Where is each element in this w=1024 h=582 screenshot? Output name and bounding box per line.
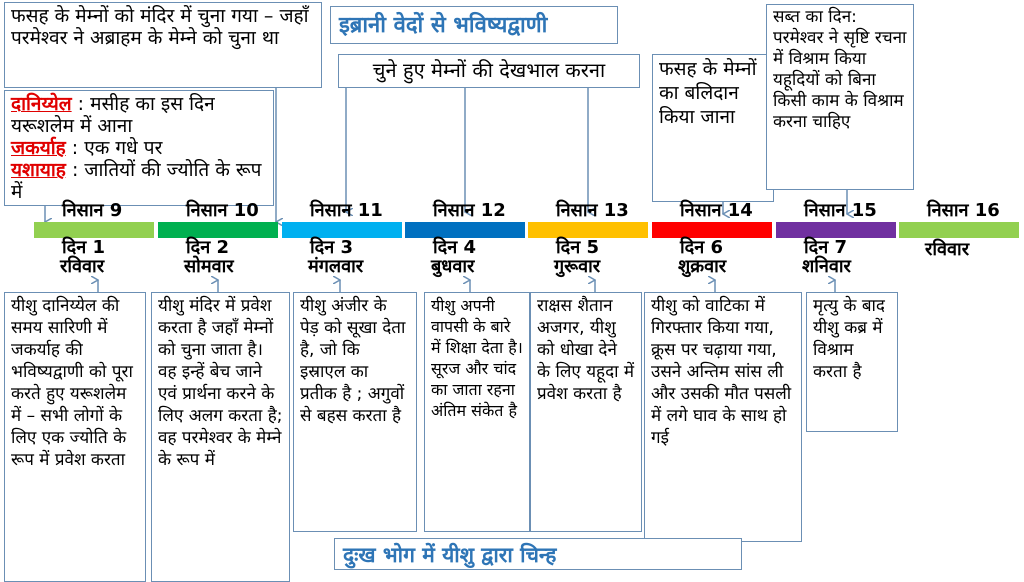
weekday-label: शनिवार xyxy=(802,256,851,277)
timeline-bar xyxy=(652,222,772,238)
prophecy-daniel-name: दानिय्येल xyxy=(11,93,72,115)
event-box-day-3: यीशु अंजीर के पेड़ को सूखा देता है, जो कि इस्राएल का प्रतीक है ; अगुवों से बहस करता है xyxy=(293,292,417,532)
event-box-day-2: यीशु मंदिर में प्रवेश करता है जहाँ मेम्नों को चुना जाता है। वह इन्हें बेच जाने एवं प्रार्थना करने के लिए अलग करता है; वह परमेश्वर के मेम्ने के रूप में xyxy=(151,292,290,582)
event-box-day-6: यीशु को वाटिका में गिरफ्तार किया गया, क्रूस पर चढ़ाया गया, उसने अन्तिम सांस ली और उसकी मौत पसली में लगे घाव के साथ हो गई xyxy=(644,292,802,542)
nisan-label: निसान 9 xyxy=(62,200,123,221)
nisan-label: निसान 15 xyxy=(804,200,877,221)
day-number-label: दिन 1 xyxy=(62,237,106,258)
box-sabbath: सब्त का दिन: परमेश्वर ने सृष्टि रचना में विश्राम किया यहूदियों को बिना किसी काम के विश्राम करना चाहिए xyxy=(766,4,914,190)
timeline-bar xyxy=(158,222,278,238)
weekday-label: शुक्रवार xyxy=(678,256,727,277)
timeline-bar xyxy=(405,222,525,238)
event-box-day-4: यीशु अपनी वापसी के बारे में शिक्षा देता है। सूरज और चांद का जाता रहना अंतिम संकेत है xyxy=(424,292,530,532)
day-number-label: दिन 5 xyxy=(556,237,600,258)
nisan-label: निसान 12 xyxy=(433,200,506,221)
weekday-label: रविवार xyxy=(925,239,970,260)
weekday-label: सोमवार xyxy=(184,256,234,277)
nisan-label: निसान 11 xyxy=(310,200,383,221)
nisan-label: निसान 13 xyxy=(556,200,629,221)
timeline-bar xyxy=(899,222,1019,238)
prophecy-zech-name: जकर्याह xyxy=(11,137,66,159)
nisan-label: निसान 10 xyxy=(186,200,259,221)
title-passion-signs: दुःख भोग में यीशु द्वारा चिन्ह xyxy=(334,538,742,570)
box-lamb-care: चुने हुए मेम्नों की देखभाल करना xyxy=(338,54,640,88)
day-number-label: दिन 2 xyxy=(186,237,230,258)
prophecy-isaiah-text: : जातियों की ज्योति के रूप में xyxy=(11,159,262,203)
weekday-label: बुधवार xyxy=(431,256,475,277)
day-number-label: दिन 4 xyxy=(433,237,477,258)
day-number-label: दिन 6 xyxy=(680,237,724,258)
nisan-label: निसान 14 xyxy=(680,200,753,221)
weekday-label: मंगलवार xyxy=(308,256,364,277)
day-number-label: दिन 3 xyxy=(310,237,354,258)
weekday-label: रविवार xyxy=(60,256,105,277)
event-box-day-5: राक्षस शैतान अजगर, यीशु को धोखा देने के लिए यहूदा में प्रवेश करता है xyxy=(530,292,642,532)
box-lamb-chosen: फसह के मेम्नों को मंदिर में चुना गया – जहाँ परमेश्वर ने अब्राहम के मेम्ने को चुना था xyxy=(4,2,322,88)
timeline-bar xyxy=(776,222,896,238)
day-number-label: दिन 7 xyxy=(804,237,848,258)
timeline-bar xyxy=(34,222,154,238)
timeline-bar xyxy=(282,222,402,238)
box-lamb-sacrifice: फसह के मेम्नों का बलिदान किया जाना xyxy=(652,54,774,202)
nisan-label: निसान 16 xyxy=(927,200,1000,221)
title-prophecy: इब्रानी वेदों से भविष्यद्वाणी xyxy=(330,6,618,44)
prophecy-isaiah-name: यशायाह xyxy=(11,159,66,181)
event-box-day-1: यीशु दानिय्येल की समय सारिणी में जकर्याह की भविष्यद्वाणी को पूरा करते हुए यरूशलेम में – सभी लोगों के लिए एक ज्योति के रूप में प्रवेश करता xyxy=(4,292,146,582)
box-prophecy xyxy=(4,90,274,206)
prophecy-daniel-text: : मसीह का इस दिन यरूशलेम में आना xyxy=(11,93,215,137)
timeline-bar xyxy=(528,222,648,238)
weekday-label: गुरूवार xyxy=(554,256,601,277)
event-box-day-7: मृत्यु के बाद यीशु कब्र में विश्राम करता है xyxy=(806,292,898,432)
prophecy-zech-text: : एक गधे पर xyxy=(65,137,163,159)
